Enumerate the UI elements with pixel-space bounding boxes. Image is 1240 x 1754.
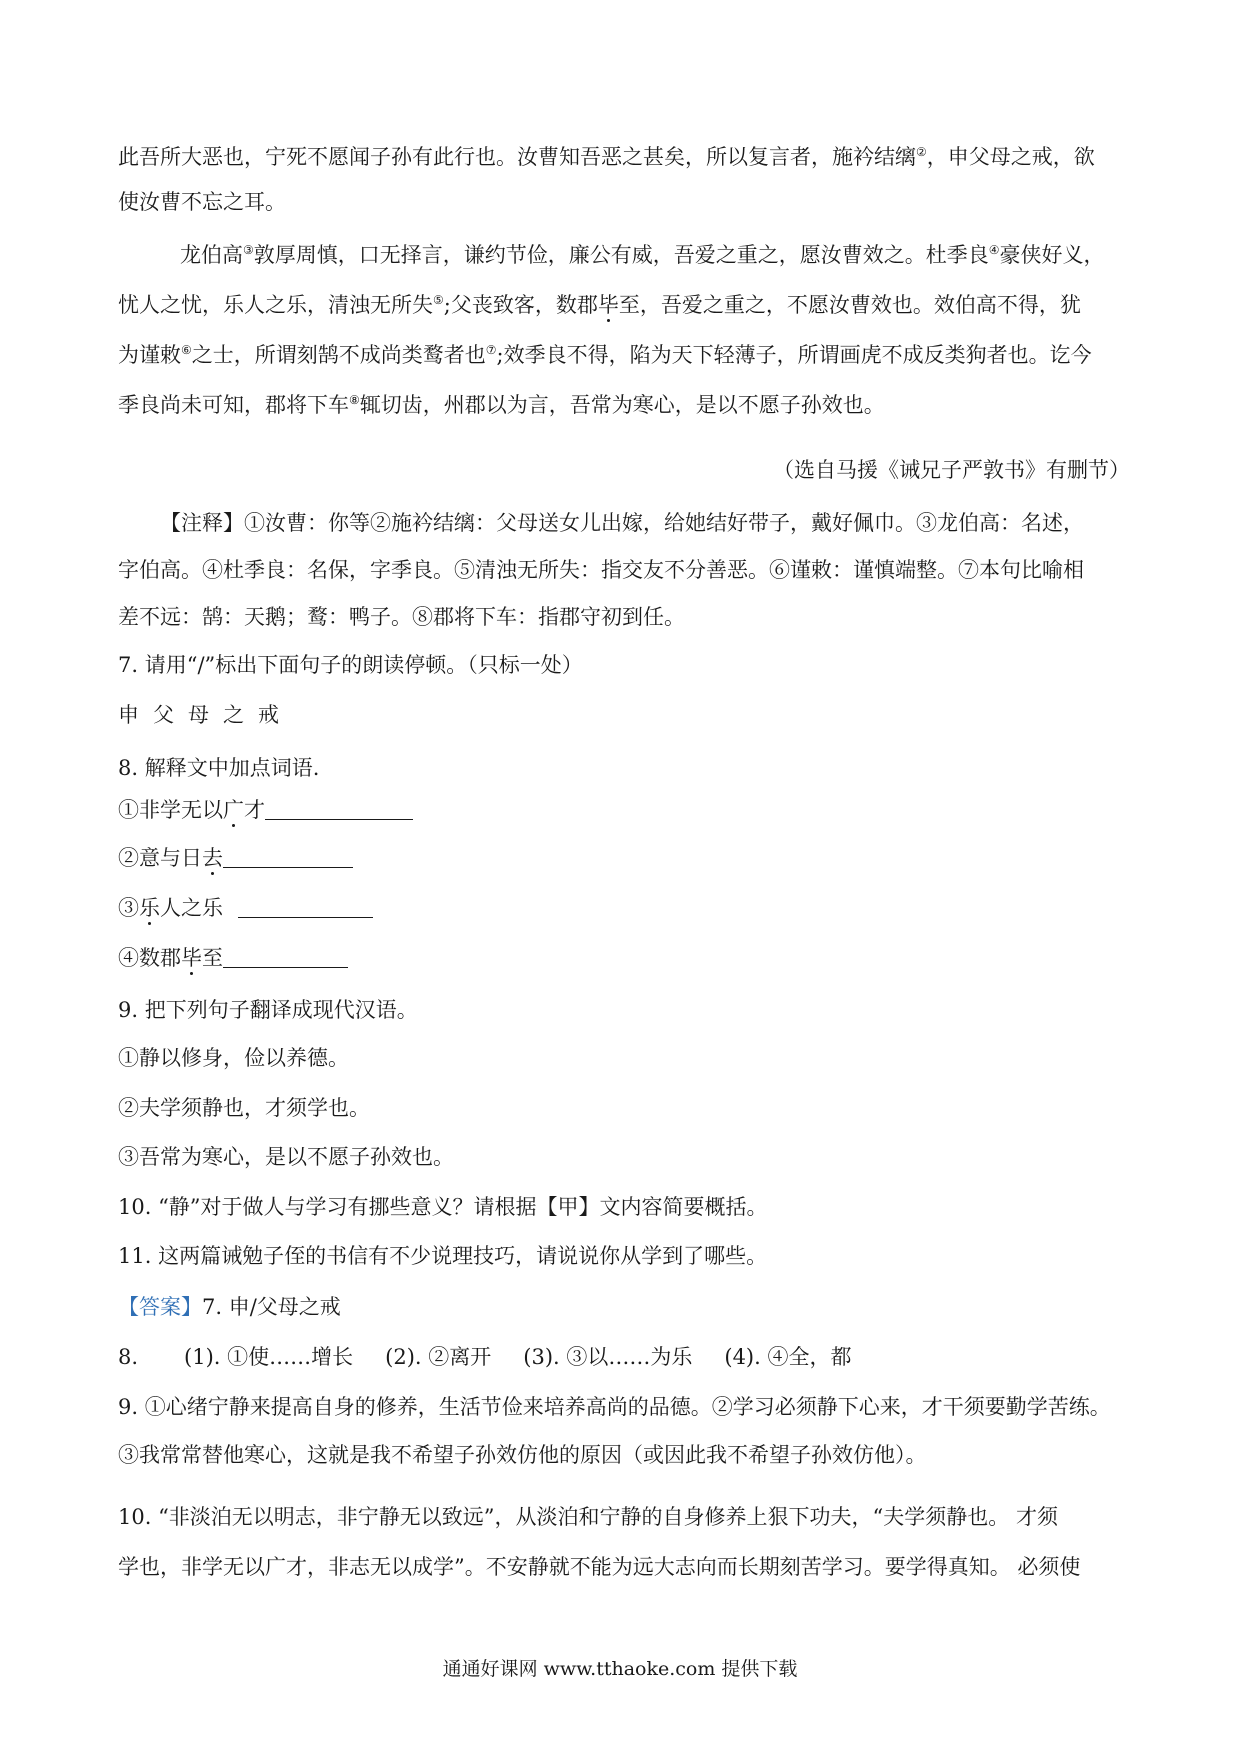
text: ①非学无以 [118,798,223,822]
char: 父 [153,703,174,727]
footnote-mark: ② [916,145,927,159]
text: ;父丧致客，数郡 [443,293,598,317]
dotted-word: 广 [223,798,244,822]
question-7: 7. 请用“/”标出下面句子的朗读停顿。（只标一处） [118,653,583,677]
question-9-item-1: ①静以修身，俭以养德。 [118,1046,349,1070]
dotted-word: 乐 [139,896,160,920]
char: 戒 [258,703,279,727]
footnote-mark: ⑦ [485,343,497,357]
dotted-word: 毕 [181,946,202,970]
passage-line-1 [118,142,1128,172]
text: 此吾所大恶也，宁死不愿闻子孙有此行也。汝曹知吾恶之甚矣，所以复言者，施衿结缡 [118,145,916,169]
char: 之 [223,703,244,727]
answer-7 [118,1292,1128,1322]
text: 龙伯高 [180,243,243,267]
text: 豪侠好义， [999,243,1105,267]
footnote-mark: ⑤ [433,293,444,307]
dotted-word: 毕 [597,293,619,317]
answer-10-line-1: 10. “非淡泊无以明志，非宁静无以致远”，从淡泊和宁静的自身修养上狠下功夫，“夫学须静也。 才须 [118,1505,1058,1529]
text: 之士，所谓刻鹄不成尚类鹜者也 [191,343,486,367]
question-8-item-4 [118,943,1128,973]
text: 为谨敕 [118,343,181,367]
question-9: 9. 把下列句子翻译成现代汉语。 [118,998,418,1022]
answer-blank[interactable] [238,895,373,918]
char: 申 [118,703,139,727]
question-10: 10. “静”对于做人与学习有挪些意义？请根据【甲】文内容简要概括。 [118,1195,768,1219]
passage-line-3 [180,240,1130,270]
passage-line-4 [118,290,1128,320]
text: 7. 申/父母之戒 [202,1295,341,1319]
question-8: 8. 解释文中加点词语. [118,756,320,780]
notes-line-3: 差不远：鹄：天鹅；鹜：鸭子。⑧郡将下车：指郡守初到任。 [118,605,685,629]
text: 辄切齿，州郡以为言，吾常为寒心，是以不愿子孙效也。 [359,393,885,417]
text: (3). ③以……为乐 [523,1345,693,1369]
text: 人之乐 [160,896,230,920]
question-8-item-1 [118,795,1128,825]
text: ③ [118,896,139,920]
answer-blank[interactable] [265,797,413,820]
answer-10-line-2: 学也，非学无以广才，非志无以成学”。不安静就不能为远大志向而长期刻苦学习。要学得真知。 必须使 [118,1555,1081,1579]
question-11: 11. 这两篇诫勉子侄的书信有不少说理技巧，请说说你从学到了哪些。 [118,1244,768,1268]
text: ④数郡 [118,946,181,970]
footnote-mark: ⑥ [181,343,192,357]
answer-blank[interactable] [223,845,353,868]
notes-line-1: 【注释】①汝曹：你等②施衿结缡：父母送女儿出嫁，给她结好带子，戴好佩巾。③龙伯高：名述， [160,511,1084,535]
page-footer: 通通好课网 www.tthaoke.com 提供下载 [442,1658,798,1680]
footnote-mark: ⑧ [349,393,360,407]
answer-9-line-2: ③我常常替他寒心，这就是我不希望子孙效仿他的原因（或因此我不希望子孙效仿他）。 [118,1443,927,1467]
answer-tag: 【答案】 [118,1295,202,1319]
text: 敦厚周慎，口无择言，谦约节俭，廉公有威，吾爱之重之，愿汝曹效之。杜季良 [253,243,989,267]
char: 母 [188,703,209,727]
question-9-item-2: ②夫学须静也，才须学也。 [118,1096,370,1120]
text: 8. [118,1345,139,1369]
text: (2). ②离开 [385,1345,492,1369]
passage-line-2: 使汝曹不忘之耳。 [118,190,286,214]
passage-line-5 [118,340,1128,370]
question-8-item-3 [118,893,1128,923]
answer-8 [118,1342,1128,1372]
answer-blank[interactable] [223,945,348,968]
footnote-mark: ④ [988,243,1000,257]
text: 至，吾爱之重之，不愿汝曹效也。效伯高不得，犹 [618,293,1081,317]
dotted-word: 去 [202,846,223,870]
text: 至 [202,946,223,970]
answer-9-line-1: 9. ①心绪宁静来提高自身的修养，生活节俭来培养高尚的品德。②学习必须静下心来，才干须要勤学苦练。 [118,1395,1111,1419]
text: ②意与日 [118,846,202,870]
text: (4). ④全，都 [724,1345,852,1369]
footnote-mark: ③ [243,243,254,257]
notes-line-2: 字伯高。④杜季良：名保，字季良。⑤清浊无所失：指交友不分善恶。⑥谨敕：谨慎端整。⑦本句比喻相 [118,558,1084,582]
question-7-sentence [118,700,1128,730]
text: (1). ①使……增长 [184,1345,354,1369]
text: 忧人之忧，乐人之乐，清浊无所失 [118,293,433,317]
text: 季良尚未可知，郡将下车 [118,393,349,417]
question-8-item-2 [118,843,1128,873]
text: ;效季良不得，陷为天下轻薄子，所谓画虎不成反类狗者也。讫今 [496,343,1092,367]
question-9-item-3: ③吾常为寒心，是以不愿子孙效也。 [118,1145,454,1169]
source-citation: （选自马援《诫兄子严敦书》有删节） [773,458,1130,482]
passage-line-6 [118,390,1128,420]
text: 才 [244,798,265,822]
text: ，申父母之戒，欲 [926,145,1095,169]
